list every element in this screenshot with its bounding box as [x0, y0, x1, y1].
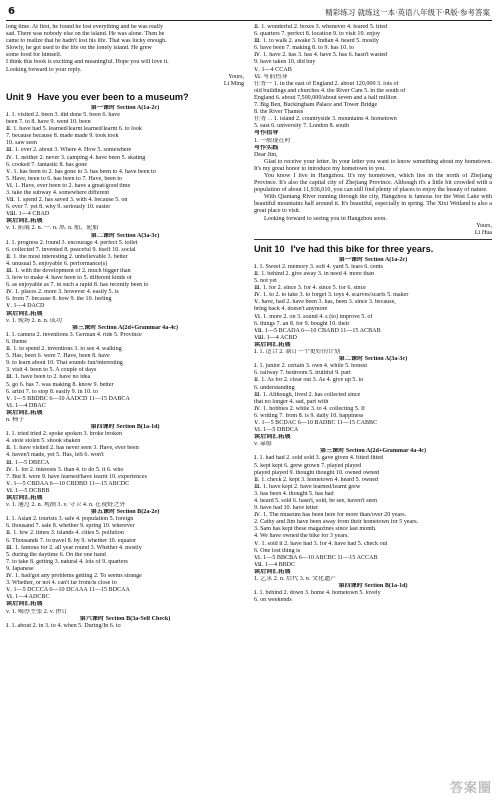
intro-line: Looking forward to your reply.	[6, 66, 82, 73]
answer-line: 9. have taken 10. did buy	[254, 59, 316, 66]
section-heading: 第一课时 Section A(1a-2c)	[338, 256, 408, 263]
answer-line: 7. But 8. were 9. have learned/have learnt 10. experiences	[6, 473, 147, 480]
section-heading: 第二课时 Section A(3a-3c)	[338, 356, 408, 363]
answer-line: Ⅵ. 1. Have, ever been to 2. have a great/good time	[6, 182, 131, 189]
answer-line: 6. have been 7. making 8. to 9. has 10. to	[254, 45, 355, 52]
answer-line: Ⅲ. 1. Although, lived 2. has collected since	[254, 391, 361, 398]
answer-line: 6. railway 7. bedroom 5. truthful 9. part	[254, 370, 351, 377]
answer-line: Ⅱ. 1. few 2. times 3. islands 4. cities 5. pollution	[6, 530, 124, 537]
subheading: 读后词汇拓展	[254, 341, 291, 348]
answer-line: 3. visit 4. been to 5. A couple of days	[6, 367, 97, 374]
intro-line: I think this book is exciting and meaningful. Hope you will love it.	[6, 59, 169, 66]
answer-line: 2. Cathy and Jim have been away from their hometown for 5 years.	[254, 519, 419, 526]
page-number: 6	[8, 6, 15, 17]
answer-line: 6. quarters 7. perfect 8. location 9. to visit 10. enjoy	[254, 31, 381, 38]
answer-line: Ⅴ. 1—5 BCDAC 6—10 BADBC 11—15 CABBC	[254, 419, 378, 426]
answer-line: Ⅱ. 1. behind 2. give away 3. in need 4. more than	[254, 271, 374, 277]
answer-line: 4. stole stolen 5. shook shaken	[6, 438, 81, 445]
answer-line: that no longer 4. sad, part with	[254, 398, 329, 405]
answer-line: 6. One lost thing is	[254, 547, 301, 554]
answer-line: 6. Thousands 7. to travel 8. by 9. whether 10. equator	[6, 537, 137, 544]
answer-line: Ⅳ. 1. had/got any problems getting 2. To seems strange	[6, 573, 142, 580]
subheading: 读后词汇拓展	[6, 218, 43, 225]
answer-line: Ⅰ. 1. 适合 2. 制订一个更好的计划	[254, 349, 341, 356]
answer-line: Ⅲ. 1—5 DBECA	[6, 459, 50, 466]
letter-paragraph: With Qiantang River running through the city, Hangzhou is famous for the West Lake with beautiful mountains half around it. It's beautiful, especially in spring. The Xixi Wetland is also a great place to visit.	[254, 194, 492, 215]
answer-line: 5. east 6. university 7. London 8. south	[254, 123, 349, 130]
intro-line: long time. At first, he found he lost everything and he was really	[6, 24, 164, 30]
section-heading: 第三课时 Section A(2d+Grammar 4a-4c)	[71, 324, 179, 331]
intro-line: sad. There was nobody else on the island. He was alone. Then he	[6, 31, 165, 38]
answer-line: Ⅰ. 1. progress 2. found 3. encourage 4. perfect 5. toilet	[6, 239, 138, 246]
answer-line: Ⅰ. 1. Asian 2. tourists 3. safe 4. population 5. foreign	[6, 516, 134, 523]
answer-line: 9. to learn about 10. That sounds fun/interesting	[6, 360, 123, 367]
answer-line: Ⅵ. 1—5 DCBBB	[6, 487, 50, 494]
answer-line: 3. has been 4. thought 5. has had	[254, 490, 334, 497]
answer-line: 任务一 1. in the east of England 2. about 120,000 3. lots of	[254, 80, 399, 87]
unit-title: Have you ever been to a museum?	[37, 91, 189, 102]
answer-line: Ⅵ. 写前热身	[254, 73, 288, 80]
answer-line: Ⅲ. 1. famous for 2. all year round 3. Whether 4. mostly	[6, 544, 142, 551]
answer-line: v. 1. 喝办主张 2. v. 拼订	[6, 608, 68, 615]
divider	[254, 239, 492, 240]
answer-line: Ⅱ. 1. have visited 2. has never seen 3. Have, ever been	[6, 445, 139, 452]
answer-line: 3. Whether, or not 4. can't far from/is close to	[6, 580, 117, 587]
answer-line: Ⅰ. 1. about 2. in 3. to 4. when 5. During/In 6. to	[6, 622, 121, 629]
answer-line: Ⅲ. 1. have been to 2. have no idea	[6, 374, 91, 381]
subheading: 写作实践	[254, 144, 279, 151]
answer-line: Ⅰ. 1. camera 2. inventions 3. German 4. ride 5. Province	[6, 331, 142, 338]
unit-number: Unit 9	[6, 91, 32, 102]
answer-line: 5. go 6. has 7. was making 8. know 9. better	[6, 381, 114, 388]
answer-line: Ⅵ. 1—5 BBCBA 6—10 ABCBC 11—15 ACCAB	[254, 554, 378, 561]
answer-line: Ⅶ. 1—4 BBDC	[254, 561, 296, 568]
subheading: 读后词汇拓展	[254, 434, 291, 441]
signature-name: Li Hua	[474, 229, 492, 236]
answer-line: 5. Has, been 6. were 7. Have, been 8. have	[6, 353, 110, 360]
answer-line: 6. collected 7. invented 8. peaceful 9. itself 10. social	[6, 246, 136, 253]
section-heading: 第三课时 Section A(2d+Grammar 4a-4c)	[319, 448, 427, 455]
unit-title: I've had this bike for three years.	[290, 243, 434, 254]
answer-line: Ⅵ. 1—4 ADCBC	[6, 594, 50, 601]
answer-line: 1. 一般现在时	[254, 137, 291, 144]
right-column	[254, 24, 492, 630]
answer-line: 6. artist 7. to stop 8. easily 9. in 10. to	[6, 388, 98, 395]
answer-line: 5. Have, been to 6. has been to 7. Have, been to	[6, 175, 123, 182]
answer-line: 6. things 7. an 8. for 9. bought 10. their	[254, 320, 350, 327]
answer-line: 4. haven't made, yet 5. Has, left 6. won't	[6, 452, 104, 459]
subheading: 读后词汇拓展	[6, 409, 43, 416]
answer-line: Ⅳ. 1. places 2. more 3. however 4. easily 5. is	[6, 289, 119, 296]
answer-line: Ⅴ. 1—4 DACD	[6, 303, 45, 310]
answer-line: been 7. to 8. have 9. went 10. been	[6, 119, 91, 126]
answer-line: 6. theme	[6, 338, 27, 345]
subheading: 读后词汇拓展	[6, 310, 43, 317]
answer-line: 6. writing 7. from 8. is 9. daily 10. happiness	[254, 412, 364, 419]
watermark-logo: 答案圈	[449, 781, 492, 796]
answer-line: Ⅵ. 1—5 DBDCA	[254, 427, 299, 434]
answer-line: old buildings and churches 4. the River Cam 5. in the south of	[254, 87, 406, 94]
answer-line: 6. on weekends	[254, 597, 292, 604]
subheading: 读后词汇拓展	[6, 495, 43, 501]
answer-line: n. 椅子	[6, 416, 25, 423]
answer-line: 3. Sam has kept these magazines since last month.	[254, 526, 377, 533]
answer-line: Ⅰ. 1. junior 2. certain 3. own 4. while 5. honest	[254, 363, 368, 370]
answer-line: Ⅰ. 1. tried tried 2. spoke spoken 3. broke broken	[6, 431, 122, 438]
answer-line: 6. from 7. because 8. how 9. the 10. feeling	[6, 296, 112, 303]
answer-line: Ⅲ. 1. for 2. since 3. for 4. since 5. for 6. since	[254, 285, 366, 292]
header-title: 精彩练习 就练这一本·英语八年级下·R版·参考答案	[325, 8, 490, 17]
subheading: 读后词汇拓展	[6, 601, 43, 608]
signature-yours: Yours,	[476, 222, 492, 229]
answer-line: Ⅱ. 1. check 2. kept 3. hometown 4. heard 5. owned	[254, 476, 378, 483]
answer-line: 6. as enjoyable as 7. in such a rapid 8. has recently been to	[6, 282, 149, 289]
answer-line: v. 1. 通过 2. n. 观测 3. v. 守卫 4. n. 在视野之外	[6, 502, 126, 509]
answer-line: played played 9. thought thought 10. owned owned	[254, 469, 380, 476]
intro-line: Slowly, he got used to the life on the lonely island. He grew	[6, 45, 152, 52]
unit-heading	[6, 92, 244, 103]
answer-line: Ⅰ. 1. behind 2. down 3. home 4. hometown 5. lovely	[254, 590, 381, 597]
answer-line: England 6. about 7,500,000/about seven and a half million	[254, 94, 397, 101]
answer-line: Ⅴ. 1—5 DCCCA 6—10 DCAAA 11—15 BDCAA	[6, 587, 130, 594]
section-heading: 第四课时 Section B(1a-1d)	[90, 424, 160, 431]
answer-line: 9. Japanese	[6, 565, 34, 572]
answer-line: v. 1. 现场 2. n. n. 成功	[6, 317, 62, 324]
answer-line: Ⅵ. 1. more 2. on 3. sound 4. s (to) improve 5. of	[254, 313, 373, 320]
answer-line: Ⅱ. 1. wonderful 2. boxes 3. whenever 4. feared 5. tried	[254, 24, 388, 30]
answer-line: Ⅲ. 1. to walk 2. awake 3. Indian 4. heard 5. mostly	[254, 38, 379, 45]
answer-line: Ⅴ. 1—5 BBDBC 6—10 AADCD 11—15 DABCA	[6, 395, 130, 402]
signature-yours: Yours,	[228, 73, 244, 80]
answer-line: Ⅴ. have, had 2. have been 3. has, been 3. since 3. because,	[254, 299, 396, 306]
letter-paragraph: Glad to receive your letter. In your letter you want to know something about my hometown. It's my great honor to introduce my hometown to you.	[254, 158, 492, 172]
intro-line: came to realize that he hadn't lost his life. That was lucky enough.	[6, 38, 167, 45]
answer-line: Ⅳ. 1. for 2. interests 3. than 4. to do 5. it 6. who	[6, 466, 124, 473]
answer-line: Ⅲ. 1. ever 2. about 3. Where 4. How 5. somewhere	[6, 147, 132, 154]
answer-line: 7. because because 8. made made 9. took took	[6, 133, 119, 140]
section-heading: 第二课时 Section A(3a-3c)	[90, 232, 160, 239]
answer-line: Ⅲ. 1. have kept 2. have learned/learnt grew	[254, 483, 361, 490]
answer-line: Ⅱ. 1. to spend 2. inventions 3. to see 4. walking	[6, 346, 122, 353]
letter-paragraph: Looking forward to seeing you in Hangzhou soon.	[264, 215, 387, 222]
answer-line: 7. Big Ben, Buckingham Palace and Tower Bridge	[254, 102, 378, 109]
answer-line: Ⅶ. 1—5 BCADA 6—10 CBABD 11—15 ACBAB	[254, 327, 381, 334]
answer-line: Ⅵ. 1—4 DBAC	[6, 402, 46, 409]
answer-line: Ⅴ. 1—5 CBDAA 6—10 CBDBD 11—15 ABCDC	[6, 480, 130, 487]
section-heading: 第四课时 Section B(1a-1d)	[338, 583, 408, 590]
section-heading: 第一课时 Section A(1a-2c)	[90, 104, 160, 111]
columns	[6, 24, 492, 630]
answer-line: 1. 乞求 2. n. 后代 3. n. 文化遗产	[254, 576, 337, 583]
answer-line: 任务二 1. island 2. countryside 3. mountains 4. hometown	[254, 116, 397, 123]
answer-line: Ⅰ. 1. had had 2. sold sold 3. gave given 4. fitted fitted	[254, 455, 384, 462]
answer-line: 5. during the daytime 6. On the one hand	[6, 551, 106, 558]
section-heading: 第六课时 Section B(3a-Self Check)	[79, 615, 171, 622]
answer-line: 7. to take 8. getting 3. natural 4. lots of 9. quarters	[6, 558, 128, 565]
page-header	[6, 4, 492, 21]
answer-line: Ⅴ. 1. has been to 2. has gone to 3. has been to 4. have been to	[6, 168, 156, 175]
answer-line: v. 靠船	[254, 441, 272, 448]
answer-line: Ⅰ. 1. visited 2. been 3. did done 5. been 6. have	[6, 111, 120, 118]
answer-line: 5. kept kept 6. grew grown 7. played played	[254, 462, 362, 469]
answer-line: Ⅱ. 1. As for 2. clear out 3. As 4. give up 5. to	[254, 377, 364, 384]
answer-line: 6. understanding	[254, 384, 295, 391]
answer-line: Ⅷ. 1—4 CBAD	[6, 211, 50, 218]
answer-line: Ⅳ. 1. to 2. to take 3. to forget 3. toys 4. scarves/scarfs 5. maker	[254, 292, 409, 299]
unit-number: Unit 10	[254, 243, 285, 254]
answer-line: Ⅴ. 1. sold it 2. have had 3. for 4. have had 5. check out	[254, 540, 388, 547]
section-heading: 第五课时 Section B(2a-2e)	[90, 509, 160, 516]
answer-line: 6. cooked 7. fantastic 8. has gone	[6, 161, 88, 168]
answer-line: Ⅳ. 1. neither 2. never 3. camping 4. have been 5. skating	[6, 154, 146, 161]
answer-line: Ⅳ. 1. have 2. has 3. has 4. have 5. has 6. hasn't wasted	[254, 52, 388, 59]
answer-line: 10. saw seen	[6, 140, 37, 147]
subheading: 写作指导	[254, 130, 279, 137]
answer-line: Ⅴ. 1—4 CCAB	[254, 66, 292, 73]
answer-line: bring back 4. doesn't anymore	[254, 306, 328, 313]
answer-line: Ⅲ. 1. with the development of 2. much bigger than	[6, 268, 131, 274]
letter-paragraph: You know I live in Hangzhou. It's my hometown, which lies in the north of Zhejiang Province. It's also the capital city of Zhejiang Province. Although it's a little bit crowded with a population of about 11,936,010, you can still find plenty of places to enjoy the beauty of nature.	[254, 172, 492, 194]
subheading: 读后词汇拓展	[254, 568, 291, 575]
answer-line: Ⅰ. 1. Sweet 2. memory 3. soft 4. yard 5. lears 6. cents	[254, 263, 383, 270]
left-column	[6, 24, 244, 630]
answer-line: 4. heard 5. sold 6. hasn't, sold, be see, haven't seen	[254, 498, 378, 504]
answer-line: Ⅱ. 1. the most interesting 2. unbelievable 3. better	[6, 253, 128, 260]
answer-line: Ⅱ. 1. have had 5. learned/learnt learned/learnt 6. to look	[6, 126, 142, 133]
intro-line: some food for himself.	[6, 52, 62, 59]
answer-line: 3. how to make 4. have been to 5. different kinds of	[6, 275, 132, 282]
answer-line: v. 1. 拓展 2. n. 一. n. 黑. n. 船、轮船	[6, 225, 99, 232]
answer-line: 9. have had 10. have letter	[254, 505, 319, 512]
signature-name: Li Ming	[223, 80, 244, 87]
answer-line: Ⅷ. 1—4 ACBD	[254, 334, 297, 341]
answer-line: 4. unusual 5. enjoyable 6. performance(s)	[6, 260, 108, 267]
answer-line: 5. not yet	[254, 278, 277, 285]
answer-line: 6. thousand 7. sale 8. whether 9. spring 10. wherever	[6, 523, 135, 530]
answer-line: 4. We have owned the bike for 3 years.	[254, 533, 349, 540]
letter-greeting: Dear Jim,	[254, 151, 278, 158]
answer-line: 6. ever 7. yet 8. why 9. seriously 10. easier	[6, 204, 111, 211]
answer-line: Ⅳ. 1. hobbies 2. while 3. to 4. collecting 5. If	[254, 405, 366, 412]
answer-line: Ⅳ. 1. The museum has been here for more than/over 20 years.	[254, 512, 407, 519]
answer-line: 3. take the subway 4. somewhere different	[6, 189, 110, 196]
answer-line: Ⅶ. 1. spend 2. has saved 3. with 4. because 5. on	[6, 197, 128, 204]
unit-heading	[254, 244, 492, 255]
answer-line: 8. the River Thames	[254, 109, 304, 116]
